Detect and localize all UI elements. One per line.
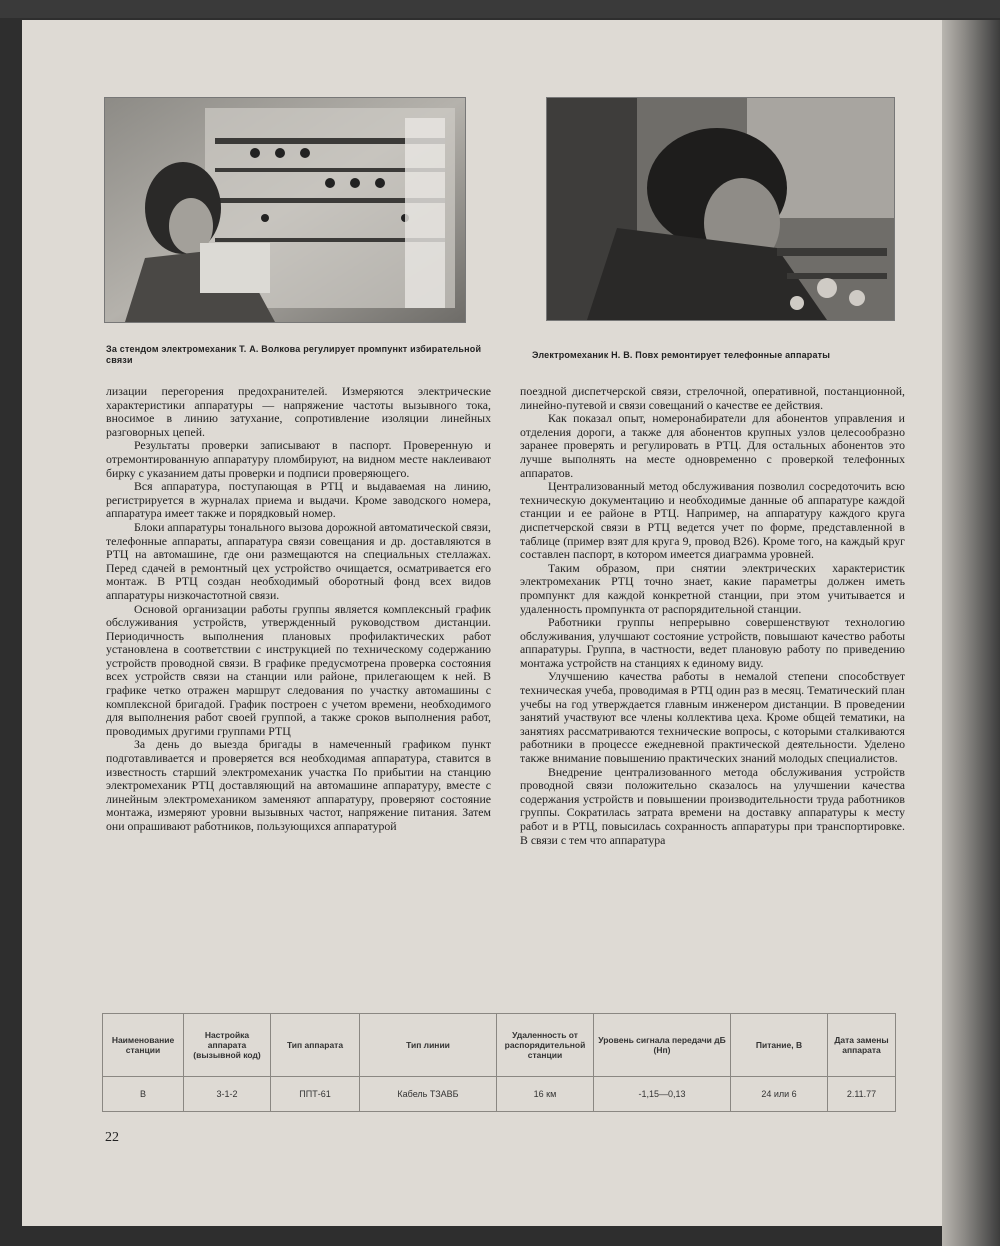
table-header-row xyxy=(103,1014,896,1077)
table-cell: 3-1-2 xyxy=(184,1077,271,1112)
paragraph: Внедрение централизованного метода обслуживания устройств проводной связи положительно сказалось на улучшении качества содержания устройств и повышении производительности труда работников группы. Сократилась затрата времени на доставку аппаратуры к месту работ и в РТЦ, повысилась сохранность аппаратуры при транспортировке. В связи с тем что аппаратура xyxy=(520,764,905,847)
paragraph: Централизованный метод обслуживания позволил сосредоточить всю техническую документацию и необходимые данные об аппаратуре каждой станции и ее районе в РТЦ. Например, на аппаратуру каждого круга диспетчерской связи в РТЦ ведется учет по форме, представленной в таблице (пример взят для круга 9, провод В26). Кроме того, на каждый круг составлен паспорт, в котором имеется диаграмма уровней. xyxy=(520,479,905,562)
table-cell: 16 км xyxy=(497,1077,594,1112)
column-header: Уровень сигнала передачи дБ (Нп) xyxy=(594,1014,731,1077)
paragraph: Основой организации работы группы является комплексный график обслуживания устройств, утвержденный руководством дистанции. Периодичность выполнения плановых профилактических работ установлена в соответствии с инструкцией по техническому содержанию устройств проводной связи. В графике предусмотрена проверка состояния всех устройств связи на станции или районе, прилегающем к ней. В графике четко отражен маршрут следования по участку автомашины с комплексной бригадой. График построен с учетом времени, необходимого для выполнения работ своей группой, а также сроков выполнения работ, проводимых другими группами РТЦ xyxy=(106,601,491,738)
paragraph: Таким образом, при снятии электрических характеристик электромеханик РТЦ точно знает, какие параметры должен иметь промпункт для каждой конкретной станции, при этом учитывается и удаленность промпункта от распорядительной станции. xyxy=(520,560,905,616)
paragraph: За день до выезда бригады в намеченный графиком пункт подготавливается и проверяется вся необходимая аппаратура, ставится в известность старший электромеханик участка По прибытии на станцию электромеханик РТЦ доставляющий на автомашине аппаратуру, вместе с линейным электромехаником заменяют аппаратуру, проверяют состояние монтажа, измеряют уровни вызывных частот, напряжение питания. Затем они опрашивают работников, пользующихся аппаратурой xyxy=(106,737,491,833)
paragraph: Улучшению качества работы в немалой степени способствует техническая учеба, проводимая в РТЦ один раз в месяц. Тематический план учебы на год утверждается главным инженером дистанции. В проведении занятий участвуют все члены коллектива цеха. Кроме общей тематики, на занятиях рассматриваются технические вопросы, с которыми сталкиваются работники в процессе ежедневной практической деятельности. Уделено также внимание повышению практических знаний молодых специалистов. xyxy=(520,669,905,766)
text-column-right xyxy=(520,385,905,847)
table-cell: В xyxy=(103,1077,184,1112)
table-cell: -1,15—0,13 xyxy=(594,1077,731,1112)
column-header: Дата замены аппарата xyxy=(828,1014,896,1077)
top-scan-border xyxy=(0,0,1000,18)
column-header: Питание, В xyxy=(731,1014,828,1077)
paragraph: Результаты проверки записывают в паспорт. Проверенную и отремонтированную аппаратуру пломбируют, на видном месте наклеивают бирку с указанием даты проверки и подписи проверяющего. xyxy=(106,438,491,480)
paragraph: лизации перегорения предохранителей. Измеряются электрические характеристики аппаратуры — напряжение частоты вызывного тока, вносимое в линию затухание, сопротивление изоляции линейных разговорных цепей. xyxy=(106,384,491,439)
paragraph: поездной диспетчерской связи, стрелочной, оперативной, постанционной, линейно-путевой и связи совещаний о качестве ее действия. xyxy=(520,384,905,412)
table-cell: ППТ-61 xyxy=(271,1077,360,1112)
paragraph: Блоки аппаратуры тонального вызова дорожной автоматической связи, телефонные аппараты, аппаратура связи совещания и др. доставляются в РТЦ на автомашине, где они размещаются на специальных стеллажах. Перед сдачей в ремонтный цех устройство очищается, осматривается его монтаж. В РТЦ создан необходимый оборотный фонд всех видов аппаратуры низкочастотной связи. xyxy=(106,519,491,602)
paragraph: Как показал опыт, номеронабиратели для абонентов управления и отделения дороги, а также для абонентов крупных узлов целесообразно заранее проверять и регулировать в РТЦ. Для остальных абонентов это лучше выполнять на месте одновременно с проверкой телефонных аппаратов. xyxy=(520,411,905,480)
page-number: 22 xyxy=(105,1130,119,1145)
table-cell: 2.11.77 xyxy=(828,1077,896,1112)
text-column-left xyxy=(106,385,491,834)
caption-left: За стендом электромеханик Т. А. Волкова регулирует промпункт избирательной связи xyxy=(106,344,482,365)
column-header: Тип линии xyxy=(360,1014,497,1077)
photo-volkova xyxy=(104,97,466,323)
table-cell: 24 или 6 xyxy=(731,1077,828,1112)
column-header: Тип аппарата xyxy=(271,1014,360,1077)
caption-right: Электромеханик Н. В. Повх ремонтирует телефонные аппараты xyxy=(532,350,831,360)
equipment-table xyxy=(102,1013,896,1112)
table-cell: Кабель ТЗАВБ xyxy=(360,1077,497,1112)
paragraph: Вся аппаратура, поступающая в РТЦ и выдаваемая на линию, регистрируется в журналах приема и выдачи. Кроме заводского номера, аппаратура имеет также и порядковый номер. xyxy=(106,479,491,521)
page-edge-shadow xyxy=(942,20,1000,1246)
table-row xyxy=(103,1077,896,1112)
paragraph: Работники группы непрерывно совершенствуют технологию обслуживания, улучшают состояние устройств, повышают качество работы аппаратуры. Группа, в частности, ведет плановую работу по приведению монтажа устройств на станциях к единому виду. xyxy=(520,615,905,670)
column-header: Наименование станции xyxy=(103,1014,184,1077)
column-header: Удаленность от распорядительной станции xyxy=(497,1014,594,1077)
column-header: Настройка аппарата (вызывной код) xyxy=(184,1014,271,1077)
photo-povkh xyxy=(546,97,895,321)
